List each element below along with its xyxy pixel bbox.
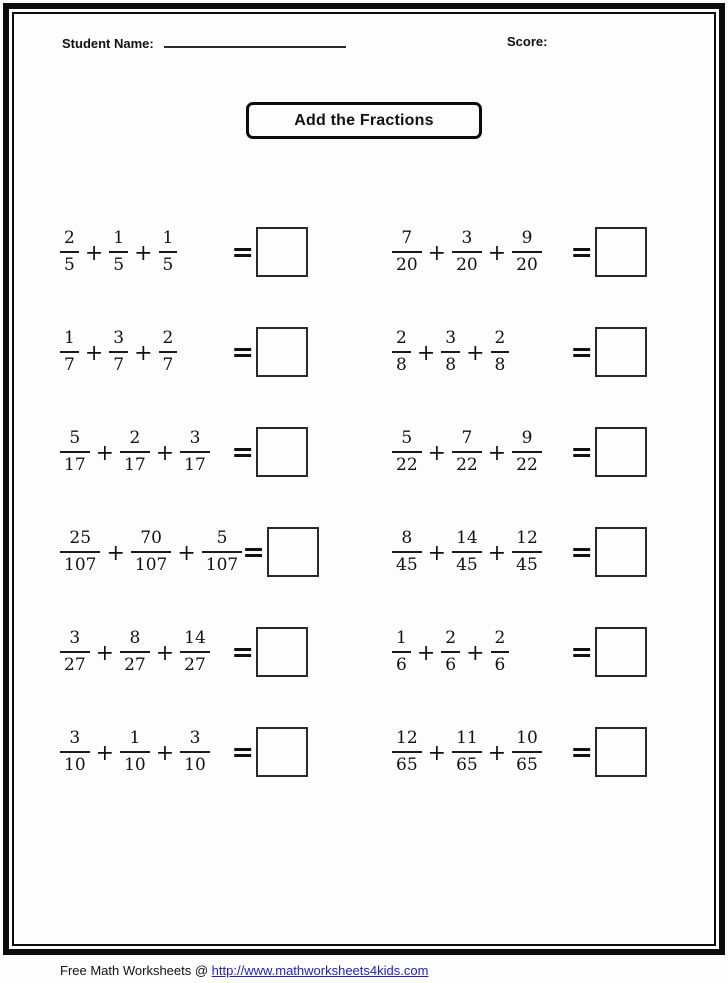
fraction — [452, 529, 482, 574]
fraction — [120, 629, 150, 674]
fraction-numerator: 1 — [392, 629, 411, 653]
fraction — [452, 229, 482, 274]
fraction-denominator: 107 — [134, 555, 168, 575]
equals-sign: = — [231, 736, 254, 768]
problem-row — [392, 202, 647, 302]
plus-sign: + — [487, 240, 507, 266]
equals-sign: = — [231, 636, 254, 668]
answer-group — [242, 527, 319, 577]
fraction-numerator: 11 — [452, 729, 482, 753]
plus-sign: + — [427, 540, 447, 566]
fraction-expression — [392, 329, 509, 374]
problem-row — [60, 702, 308, 802]
plus-sign: + — [466, 340, 485, 366]
fraction-denominator: 45 — [396, 555, 418, 575]
fraction-denominator: 27 — [64, 655, 86, 675]
fraction-numerator: 2 — [392, 329, 411, 353]
fraction-numerator: 3 — [441, 329, 460, 353]
answer-group — [231, 727, 308, 777]
answer-box[interactable] — [595, 227, 647, 277]
fraction-numerator: 3 — [180, 429, 210, 453]
fraction-denominator: 65 — [396, 755, 418, 775]
equals-sign: = — [570, 736, 593, 768]
answer-group — [570, 327, 647, 377]
fraction-denominator: 8 — [494, 355, 506, 375]
fraction — [131, 529, 171, 574]
fraction-numerator: 3 — [60, 729, 90, 753]
fraction-numerator: 14 — [452, 529, 482, 553]
fraction — [512, 729, 542, 774]
fraction — [491, 329, 510, 374]
problem-row — [392, 702, 647, 802]
fraction — [392, 229, 422, 274]
plus-sign: + — [134, 240, 153, 266]
fraction-expression — [60, 429, 210, 474]
worksheet-title: Add the Fractions — [294, 111, 434, 129]
answer-box[interactable] — [256, 727, 308, 777]
equals-sign: = — [570, 636, 593, 668]
plus-sign: + — [84, 240, 104, 266]
problem-row — [60, 302, 308, 402]
fraction-denominator: 45 — [516, 555, 538, 575]
equals-sign: = — [570, 436, 593, 468]
fraction — [452, 729, 482, 774]
answer-box[interactable] — [595, 527, 647, 577]
fraction-numerator: 2 — [491, 629, 510, 653]
page-border-inner-line — [12, 12, 716, 946]
equals-sign: = — [231, 236, 254, 268]
equals-sign: = — [231, 436, 254, 468]
equals-sign: = — [231, 336, 254, 368]
fraction-expression — [392, 229, 542, 274]
answer-box[interactable] — [256, 327, 308, 377]
fraction — [60, 729, 90, 774]
plus-sign: + — [466, 640, 485, 666]
footer-link[interactable]: http://www.mathworksheets4kids.com — [211, 963, 429, 978]
fraction — [202, 529, 242, 574]
plus-sign: + — [427, 240, 447, 266]
equals-sign: = — [570, 236, 593, 268]
plus-sign: + — [95, 440, 115, 466]
problem-row — [392, 502, 647, 602]
fraction-numerator: 10 — [512, 729, 542, 753]
plus-sign: + — [95, 640, 115, 666]
fraction-expression — [60, 729, 210, 774]
fraction-numerator: 1 — [159, 229, 178, 253]
answer-box[interactable] — [256, 227, 308, 277]
fraction-numerator: 2 — [159, 329, 178, 353]
fraction-numerator: 5 — [202, 529, 242, 553]
fraction-numerator: 3 — [60, 629, 90, 653]
plus-sign: + — [416, 640, 436, 666]
answer-box[interactable] — [595, 327, 647, 377]
plus-sign: + — [416, 340, 436, 366]
fraction-numerator: 12 — [512, 529, 542, 553]
fraction-expression — [60, 329, 177, 374]
fraction — [441, 329, 460, 374]
problem-row — [60, 202, 308, 302]
answer-box[interactable] — [595, 427, 647, 477]
fraction-numerator: 1 — [60, 329, 79, 353]
fraction-denominator: 10 — [124, 755, 146, 775]
footer-credit — [60, 963, 428, 978]
fraction — [60, 429, 90, 474]
fraction — [392, 529, 422, 574]
fraction-denominator: 22 — [396, 455, 418, 475]
answer-group — [231, 227, 308, 277]
fraction-denominator: 20 — [396, 255, 418, 275]
problem-row — [60, 602, 308, 702]
fraction-numerator: 1 — [120, 729, 150, 753]
fraction-numerator: 7 — [392, 229, 422, 253]
fraction — [120, 729, 150, 774]
fraction-denominator: 6 — [494, 655, 506, 675]
fraction-expression — [392, 729, 542, 774]
fraction — [60, 529, 100, 574]
fraction-numerator: 2 — [441, 629, 460, 653]
answer-group — [231, 327, 308, 377]
plus-sign: + — [155, 440, 175, 466]
header — [62, 34, 684, 58]
footer-text: Free Math Worksheets @ — [60, 963, 212, 978]
fraction-denominator: 65 — [516, 755, 538, 775]
fraction-denominator: 6 — [396, 655, 407, 675]
fraction — [441, 629, 460, 674]
plus-sign: + — [427, 740, 447, 766]
plus-sign: + — [487, 540, 507, 566]
answer-group — [570, 627, 647, 677]
problem-row — [392, 302, 647, 402]
fraction-numerator: 70 — [131, 529, 171, 553]
fraction-denominator: 8 — [445, 355, 457, 375]
fraction-numerator: 8 — [120, 629, 150, 653]
fraction-numerator: 3 — [180, 729, 210, 753]
answer-box[interactable] — [256, 627, 308, 677]
fraction — [491, 629, 510, 674]
fraction-denominator: 65 — [456, 755, 478, 775]
fraction — [60, 229, 79, 274]
fraction — [452, 429, 482, 474]
fraction-numerator: 8 — [392, 529, 422, 553]
plus-sign: + — [134, 340, 153, 366]
fraction-denominator: 5 — [113, 255, 125, 275]
fraction-expression — [392, 429, 542, 474]
fraction-numerator: 5 — [392, 429, 422, 453]
fraction-denominator: 107 — [205, 555, 239, 575]
fraction — [120, 429, 150, 474]
fraction — [159, 329, 178, 374]
fraction-denominator: 10 — [184, 755, 206, 775]
fraction — [512, 529, 542, 574]
answer-group — [570, 527, 647, 577]
fraction-denominator: 5 — [162, 255, 174, 275]
fraction-numerator: 2 — [491, 329, 510, 353]
problems-grid — [60, 202, 647, 802]
fraction-expression — [60, 629, 210, 674]
fraction — [392, 729, 422, 774]
answer-group — [570, 727, 647, 777]
fraction — [159, 229, 178, 274]
fraction-expression — [60, 529, 242, 574]
score-label: Score: — [507, 34, 548, 49]
fraction-denominator: 27 — [184, 655, 206, 675]
fraction-numerator: 2 — [120, 429, 150, 453]
fraction — [392, 329, 411, 374]
equals-sign: = — [570, 536, 593, 568]
fraction-denominator: 10 — [64, 755, 86, 775]
worksheet-title-box — [246, 102, 482, 139]
fraction-denominator: 17 — [124, 455, 146, 475]
fraction-numerator: 12 — [392, 729, 422, 753]
fraction-expression — [392, 529, 542, 574]
plus-sign: + — [95, 740, 115, 766]
equals-sign: = — [242, 536, 265, 568]
plus-sign: + — [106, 540, 125, 566]
plus-sign: + — [155, 740, 175, 766]
fraction — [109, 329, 128, 374]
problem-row — [392, 402, 647, 502]
fraction-numerator: 5 — [60, 429, 90, 453]
plus-sign: + — [487, 740, 507, 766]
fraction — [180, 729, 210, 774]
fraction — [180, 429, 210, 474]
fraction-numerator: 9 — [512, 229, 542, 253]
fraction — [60, 629, 90, 674]
fraction — [109, 229, 128, 274]
fraction-denominator: 6 — [445, 655, 457, 675]
fraction-denominator: 17 — [64, 455, 86, 475]
plus-sign: + — [177, 540, 196, 566]
answer-group — [231, 427, 308, 477]
fraction-numerator: 9 — [512, 429, 542, 453]
fraction — [392, 629, 411, 674]
fraction-denominator: 22 — [456, 455, 478, 475]
fraction-denominator: 45 — [456, 555, 478, 575]
fraction-numerator: 25 — [60, 529, 100, 553]
fraction-denominator: 27 — [124, 655, 146, 675]
problem-row — [60, 402, 308, 502]
page-border-frame — [3, 3, 725, 955]
fraction-denominator: 7 — [64, 355, 75, 375]
fraction-denominator: 17 — [184, 455, 206, 475]
fraction-denominator: 107 — [64, 555, 97, 575]
equals-sign: = — [570, 336, 593, 368]
fraction-denominator: 5 — [64, 255, 75, 275]
fraction-numerator: 2 — [60, 229, 79, 253]
student-name-label: Student Name: — [62, 36, 154, 51]
fraction-numerator: 14 — [180, 629, 210, 653]
answer-box[interactable] — [595, 627, 647, 677]
student-name-input-line[interactable] — [164, 34, 346, 48]
fraction-expression — [392, 629, 509, 674]
answer-box[interactable] — [256, 427, 308, 477]
fraction — [60, 329, 79, 374]
fraction-denominator: 22 — [516, 455, 538, 475]
fraction-denominator: 7 — [113, 355, 125, 375]
fraction — [392, 429, 422, 474]
fraction-expression — [60, 229, 177, 274]
fraction-denominator: 7 — [162, 355, 174, 375]
fraction-denominator: 20 — [456, 255, 478, 275]
problem-row — [392, 602, 647, 702]
fraction — [180, 629, 210, 674]
fraction-numerator: 3 — [109, 329, 128, 353]
answer-group — [570, 227, 647, 277]
fraction-numerator: 3 — [452, 229, 482, 253]
plus-sign: + — [155, 640, 175, 666]
answer-box[interactable] — [267, 527, 319, 577]
answer-group — [570, 427, 647, 477]
fraction-denominator: 20 — [516, 255, 538, 275]
fraction — [512, 229, 542, 274]
problem-row — [60, 502, 308, 602]
answer-group — [231, 627, 308, 677]
plus-sign: + — [84, 340, 104, 366]
fraction-numerator: 7 — [452, 429, 482, 453]
answer-box[interactable] — [595, 727, 647, 777]
plus-sign: + — [427, 440, 447, 466]
fraction-numerator: 1 — [109, 229, 128, 253]
plus-sign: + — [487, 440, 507, 466]
fraction — [512, 429, 542, 474]
fraction-denominator: 8 — [396, 355, 407, 375]
